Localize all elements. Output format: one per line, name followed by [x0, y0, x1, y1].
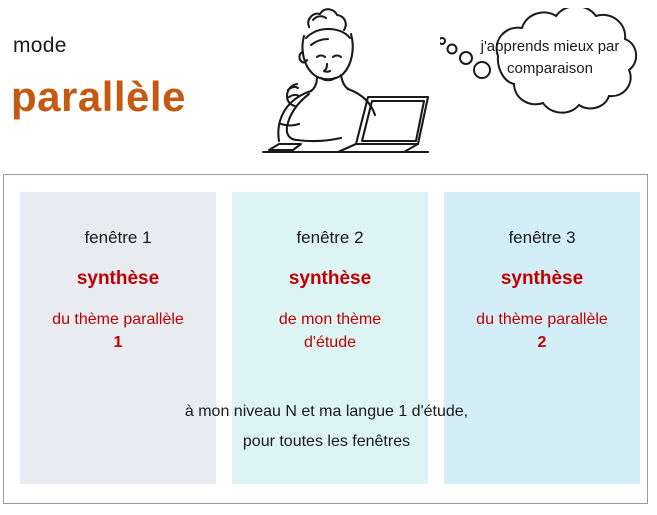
parallel-mode-panel [3, 174, 648, 504]
footer-note-line2: pour toutes les fenêtres [242, 433, 411, 451]
column-title: fenêtre 2 [296, 228, 364, 247]
bubble-text: j'apprends mieux par comparaison [480, 38, 620, 77]
column-title: fenêtre 3 [508, 228, 576, 247]
column-heading: synthèse [76, 268, 160, 289]
column-subtitle [232, 308, 428, 354]
header [0, 0, 657, 172]
column-subtitle-line1: du thème parallèle [476, 311, 608, 328]
page-title: parallèle [11, 73, 186, 120]
column-subtitle-line2: 2 [537, 334, 547, 352]
footer-note-line1: à mon niveau N et ma langue 1 d'étude, [184, 403, 469, 420]
student-thinking-at-laptop-icon [205, 0, 435, 175]
column-heading: synthèse [288, 268, 372, 289]
column-subtitle-line2: 1 [113, 334, 123, 352]
column-title: fenêtre 1 [84, 228, 152, 247]
column-subtitle-line2: d'étude [304, 334, 356, 352]
column-subtitle-line1: du thème parallèle [52, 311, 184, 328]
footer-note [4, 397, 649, 458]
column-subtitle [20, 308, 216, 354]
column-heading: synthèse [500, 268, 584, 289]
column-subtitle-line1: de mon thème [278, 311, 382, 328]
column-subtitle [444, 308, 640, 354]
mode-label: mode [13, 34, 67, 57]
